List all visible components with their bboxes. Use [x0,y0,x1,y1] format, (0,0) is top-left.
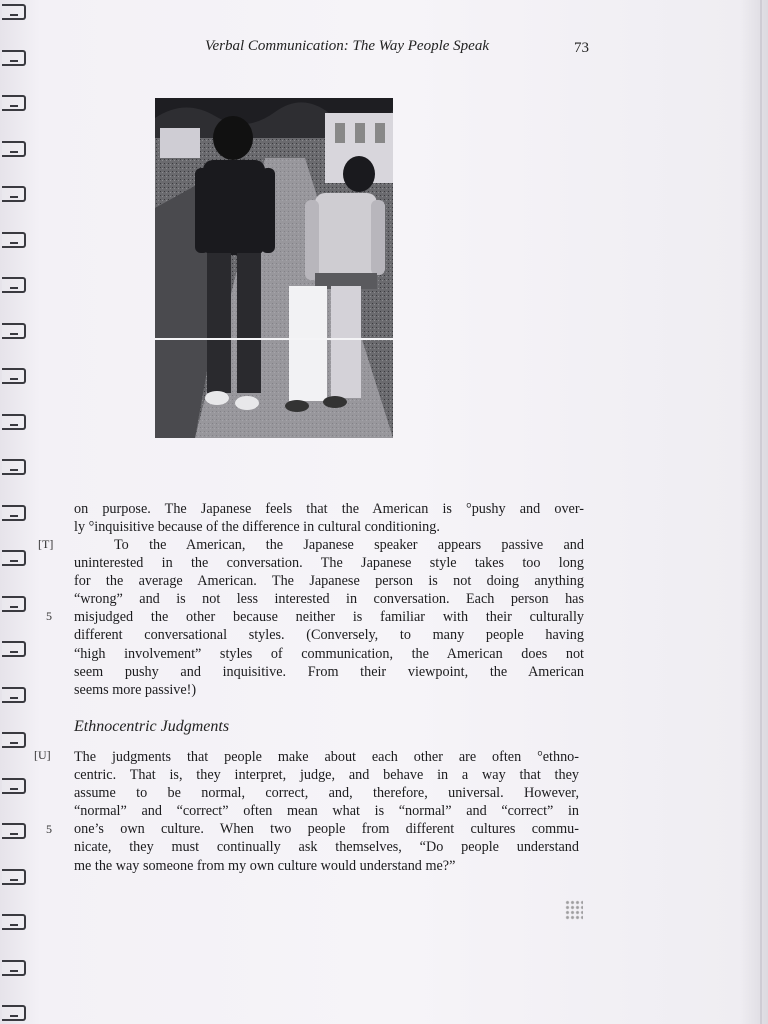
binding-ring [2,960,26,976]
text-line: seems more passive!) [74,681,197,698]
binding-ring [2,1005,26,1021]
line-number-5: 5 [46,822,52,836]
text-line: centric. That is, they interpret, judge, and behave in a way that they [74,767,579,784]
binding-ring [2,596,26,612]
binding-ring [2,505,26,521]
text-line: misjudged the other because neither is familiar with their culturally [74,609,584,626]
text-line: one’s own culture. When two people from different cultures commu- [74,821,579,838]
binding-ring [2,368,26,384]
text-line: me the way someone from my own culture would understand me?” [74,857,456,874]
spiral-binding [0,0,34,1024]
text-line: nicate, they must continually ask themselves, “Do people understand [74,839,579,856]
line-number-5: 5 [46,609,52,623]
binding-ring [2,414,26,430]
binding-ring [2,323,26,339]
photo-two-people-walking [155,98,393,438]
binding-ring [2,232,26,248]
binding-ring [2,778,26,794]
binding-ring [2,141,26,157]
page-edge [760,0,762,1024]
text-line: assume to be normal, correct, and, therefore, universal. However, [74,785,579,802]
section-heading: Ethnocentric Judgments [74,718,230,735]
paragraph-marker-u: [U] [34,748,51,762]
paragraph-1 [74,500,584,536]
page-number: 73 [574,40,589,56]
binding-ring [2,687,26,703]
text-line: “high involvement” styles of communication, the American does not [74,645,584,662]
binding-ring [2,914,26,930]
binding-ring [2,732,26,748]
binding-ring [2,459,26,475]
scan-speck [565,900,583,920]
text-line: different conversational styles. (Conversely, to many people having [74,627,584,644]
paragraph-marker-t: [T] [38,537,54,551]
binding-ring [2,95,26,111]
paragraph-3 [74,748,579,875]
text-line: “wrong” and is not less interested in conversation. Each person has [74,591,584,608]
text-line: “normal” and “correct” often mean what is “normal” and “correct” in [74,803,579,820]
running-head: Verbal Communication: The Way People Speak [205,38,489,54]
binding-ring [2,869,26,885]
text-line: for the average American. The Japanese person is not doing anything [74,573,584,590]
paragraph-2 [74,536,584,699]
binding-ring [2,4,26,20]
binding-ring [2,277,26,293]
binding-ring [2,186,26,202]
binding-ring [2,550,26,566]
text-line: on purpose. The Japanese feels that the American is °pushy and over- [74,501,584,517]
binding-ring [2,823,26,839]
text-line: uninterested in the conversation. The Japanese style takes too long [74,555,584,572]
text-line: To the American, the Japanese speaker appears passive and [114,537,584,553]
binding-ring [2,641,26,657]
text-line: seem pushy and inquisitive. From their viewpoint, the American [74,663,584,680]
text-line: ly °inquisitive because of the difference in cultural conditioning. [74,519,440,536]
binding-ring [2,50,26,66]
text-line: The judgments that people make about each other are often °ethno- [74,749,579,765]
